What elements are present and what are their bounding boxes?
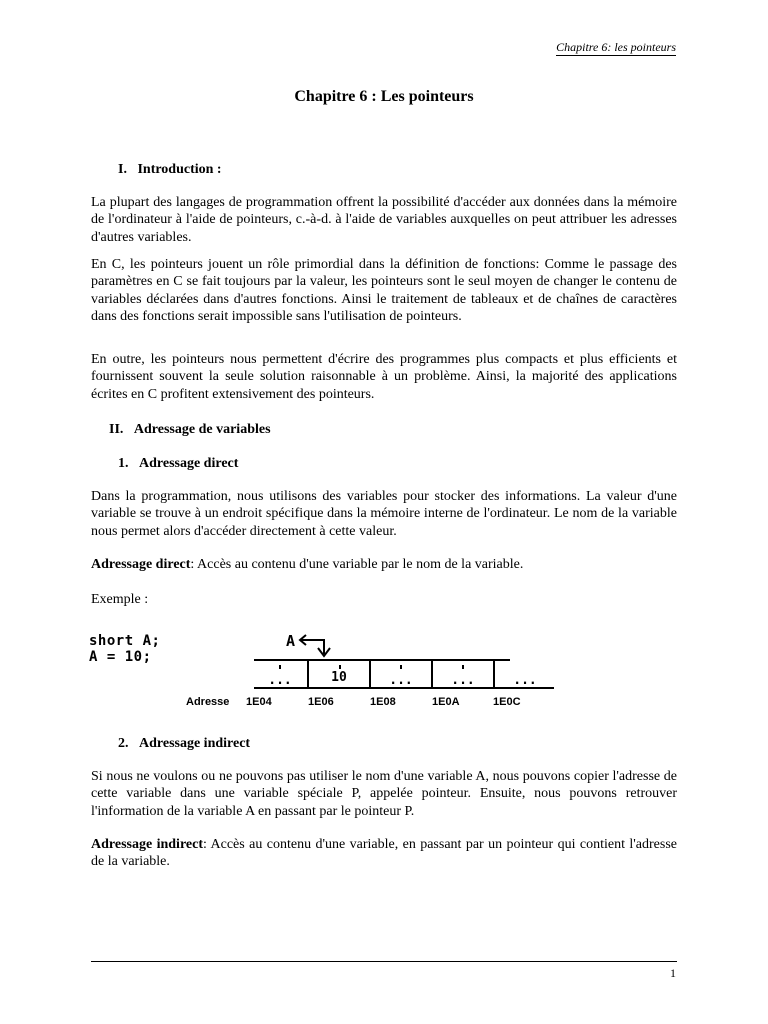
direct-definition [91, 556, 677, 573]
subsection-heading-indirect [118, 736, 250, 752]
memory-diagram [180, 628, 570, 714]
address-value: 1E04 [246, 696, 272, 708]
section-title: Adressage de variables [133, 422, 271, 437]
section-heading-introduction [118, 162, 222, 178]
address-value: 1E06 [308, 696, 334, 708]
code-snippet [89, 633, 160, 665]
chapter-title: Chapitre 6 : Les pointeurs [294, 88, 474, 105]
running-header: Chapitre 6: les pointeurs [556, 40, 676, 54]
indirect-definition [91, 836, 677, 871]
subsection-heading-direct [118, 456, 238, 472]
direct-paragraph: Dans la programmation, nous utilisons des variables pour stocker des informations. La valeur d'une variable se trouve à un endroit spécifique dans la mémoire interne de l'ordinateur. Le nom de la variable nous permet alors d'accéder directement à cette valeur. [91, 489, 677, 539]
section-number: I. [118, 162, 127, 177]
address-value: 1E0A [432, 696, 460, 708]
diagram-var-label: A [286, 632, 296, 650]
code-line: short A; [89, 633, 161, 649]
indirect-paragraph: Si nous ne voulons ou ne pouvons pas utiliser le nom d'une variable A, nous pouvons copier l'adresse de cette variable dans une variable spéciale P, appelée pointeur. Ensuite, nous pouvons retrouver l'information de la variable A en passant par le pointeur P. [91, 769, 677, 819]
definition-term: Adressage direct [91, 557, 191, 572]
subsection-number: 2. [118, 736, 129, 751]
memory-cell: ... [268, 673, 292, 688]
subsection-title: Adressage direct [139, 456, 239, 471]
example-label: Exemple : [91, 592, 149, 607]
subsection-title: Adressage indirect [139, 736, 251, 751]
pointer-arrow-icon [300, 635, 330, 656]
memory-cell: ... [513, 673, 537, 688]
section-heading-adressage [109, 422, 271, 438]
intro-paragraph-3: En outre, les pointeurs nous permettent d'écrire des programmes plus compacts et plus efficients et fournissent souvent la seule solution raisonnable à un problème. Ainsi, la majorité des applications écrites en C profitent extensivement des pointeurs. [91, 352, 677, 402]
intro-paragraph-2: En C, les pointeurs jouent un rôle primordial dans la définition de fonctions: Comme le passage des paramètres en C se fait toujours par la valeur, les pointeurs sont le seul moyen de changer le contenu de variables déclarées dans d'autres fonctions. Ainsi le traitement de tableaux et de chaînes de caractères dans des fonctions serait impossible sans l'utilisation de pointeurs. [91, 257, 677, 325]
footer-divider [91, 961, 677, 962]
address-value: 1E0C [493, 696, 521, 708]
intro-paragraph-1: La plupart des langages de programmation offrent la possibilité d'accéder aux données dans la mémoire de l'ordinateur à l'aide de pointeurs, c.-à-d. à l'aide de variables auxquelles on peut attribuer les adresses d'autres variables. [91, 195, 677, 245]
memory-cell: ... [389, 673, 413, 688]
section-number: II. [109, 422, 124, 437]
definition-term: Adressage indirect [91, 837, 203, 852]
definition-text: : Accès au contenu d'une variable par le nom de la variable. [190, 557, 524, 572]
address-label: Adresse [186, 696, 230, 708]
memory-cell: ... [451, 673, 475, 688]
subsection-number: 1. [118, 456, 129, 471]
address-value: 1E08 [370, 696, 396, 708]
section-title: Introduction : [137, 162, 222, 177]
memory-cell: 10 [331, 670, 347, 685]
page-number: 1 [670, 966, 676, 980]
code-line: A = 10; [89, 649, 152, 665]
definition-text: : Accès au contenu d'une variable, en passant par un pointeur qui contient l'adresse de la variable. [91, 837, 677, 870]
